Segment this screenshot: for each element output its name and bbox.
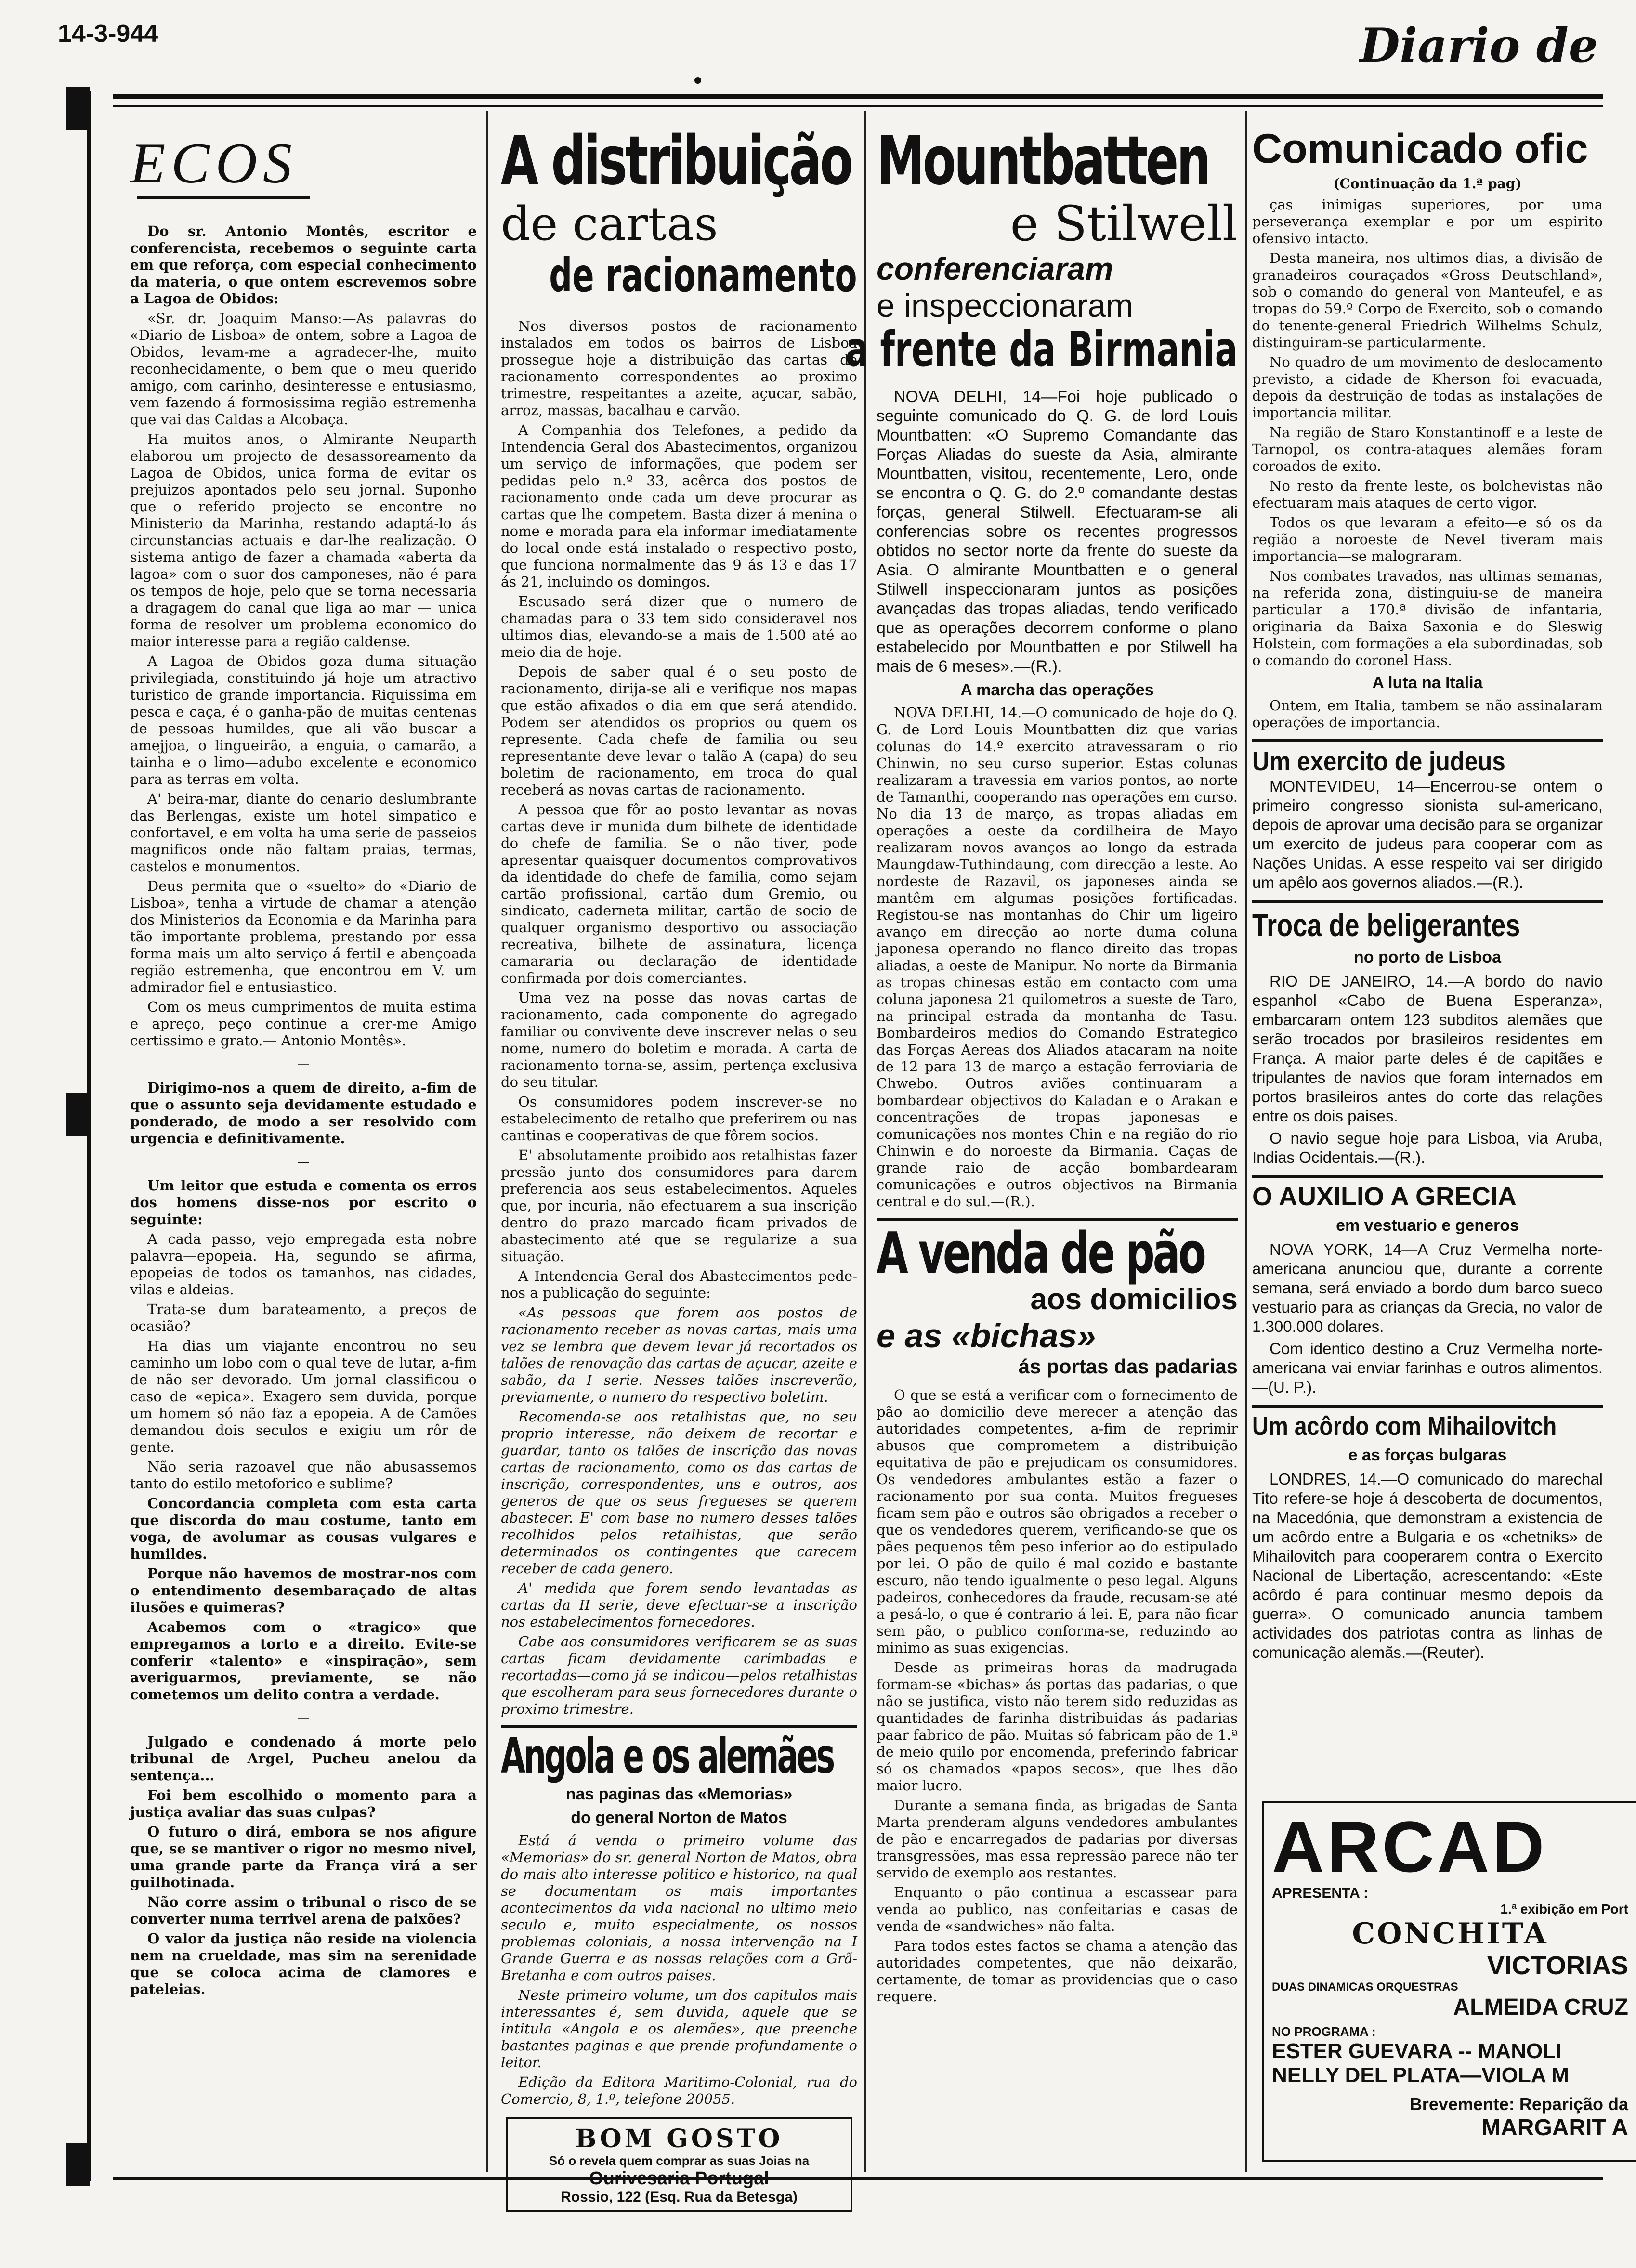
- angola-headline-wrap: [501, 1728, 857, 1784]
- italia-body: [1252, 697, 1603, 731]
- article-paragraph: A Companhia dos Telefones, a pedido da Intendencia Geral dos Abastecimentos, organizou um serviço de informações, que podem ser pedidas pelo n.º 33, acêrca dos postos de racionamento onde cada um deve procurar as cartas que lhe competem. Basta dizer á menina o nome e morada para ela informar imediatamente do local onde está instalado o respectivo posto, que funciona normalmente das 9 ás 13 e das 17 ás 21, incluindo os domingos.: [501, 422, 857, 590]
- venda-pao-headline-4: ás portas das padarias: [1018, 1355, 1238, 1378]
- acordo-subhead: e as forças bulgaras: [1348, 1446, 1507, 1464]
- article-paragraph: LONDRES, 14.—O comunicado do marechal Tito refere-se hoje á descoberta de documentos, na Macedónia, que demonstram a existencia de um acôrdo entre a Bulgaria e os «chetniks» de Mihailovitch para cooperarem contra o Exercito Nacional de Libertação, acrescentando: «Este acôrdo é para continuar mesmo depois da guerra». O comunicado anuncia tambem actividades dos patriotas contra as linhas de comunicação alemãs.—(Reuter).: [1252, 1470, 1603, 1661]
- article-paragraph: NOVA DELHI, 14.—O comunicado de hoje do Q. G. de Lord Louis Mountbatten diz que varias colunas do 14.º exercito atravessaram o rio Chinwin, no seu curso superior. Estas colunas realizaram a travessia em varios pontos, ao norte de Tamanthi, cooperando nas operações em curso. No dia 13 de março, as tropas aliadas em operações a oeste da cordilheira de Mayo realizaram novos avanços ao longo da estrada Maungdaw-Tuthindaung, com direcção a leste. Ao nordeste de Razavil, os japoneses ainda se mantêm em algumas posições fortificadas. Registou-se nas montanhas do Chir um ligeiro avanço em direcção ao norte duma coluna japonesa operando no flanco direito das tropas aliadas, a oeste de Manipur. No norte da Birmania as tropas chinesas estão em contacto com uma coluna japonesa 21 quilometros a sueste de Taro, na principal estrada da montanha de Tasu. Bombardeiros medios do Comando Estrategico das Forças Aereas dos Aliados atacaram na noite de 12 para 13 de março a estação ferroviaria de Chwebo. Outros aviões continuaram a bombardear objectivos do Kaladan e o Arakan e concentrações de tropas japonesas e comunicações nos montes Chin e na região do rio Chinwin e do noroeste da Birmania. Caças de grande raio de acção bombardearam comunicações e outros objectivos na Birmania central e do sul.—(R.).: [877, 704, 1238, 1210]
- distribuicao-headline: A distribuição: [501, 122, 851, 200]
- headline-line-3: [501, 250, 857, 303]
- article-paragraph: NOVA DELHI, 14—Foi hoje publicado o seguinte comunicado do Q. G. de lord Louis Mountbatten: «O Supremo Comandante das Forças Aliadas do sueste da Asia, almirante Mountbatten, visitou, recentemente, Lero, onde se encontra o Q. G. do 2.º comandante destas forças, general Stilwell. Efectuaram-se ali conferencias sobre os recentes progressos obtidos no sector norte da frente do sueste da Asia. O almirante Mountbatten e o general Stilwell inspeccionaram juntos as posições avançadas das tropas aliadas, tendo verificado que as operações decorrem conforme o plano estabelecido por Mountbatten e por Stilwell ha mais de 6 meses».—(R.).: [877, 388, 1238, 676]
- ecos-paragraph: A' beira-mar, diante do cenario deslumbrante das Berlengas, existe um hotel simpatico e confortavel, e em volta ha uma serie de passeios magnificos onde não faltam praias, termas, castelos e monumentos.: [130, 791, 477, 874]
- ad-line: Ourivesaria Portugal: [589, 2168, 769, 2189]
- troca-body: [1252, 972, 1603, 1167]
- bottom-rule: [113, 2177, 1603, 2180]
- notice-paragraph: Cabe aos consumidores verificarem se as suas cartas ficam devidamente carimbadas e recortadas—como já se indicou—pelos retalhistas que escolheram para seus fornecedores durante o proximo trimestre.: [501, 1633, 857, 1717]
- acordo-body: [1252, 1470, 1603, 1662]
- auxilio-body: [1252, 1240, 1603, 1397]
- arcada-presents: APRESENTA :: [1272, 1885, 1369, 1901]
- article-paragraph: No quadro de um movimento de deslocamento previsto, a cidade de Kherson foi evacuada, depois da destruição de todas as instalações de importancia militar.: [1252, 354, 1603, 421]
- separator: —: [297, 1155, 310, 1169]
- judeus-body: [1252, 777, 1603, 892]
- ecos-paragraph: Um leitor que estuda e comenta os erros dos homens disse-nos por escrito o seguinte:: [130, 1177, 477, 1227]
- arcada-premiere: 1.ª exibição em Port: [1500, 1902, 1628, 1916]
- article-paragraph: Com identico destino a Cruz Vermelha norte-americana vai enviar farinhas e outros alimentos.—(U. P.).: [1252, 1340, 1603, 1396]
- article-paragraph: Edição da Editora Maritimo-Colonial, rua do Comercio, 8, 1.º, telefone 20055.: [501, 2074, 857, 2107]
- article-paragraph: Durante a semana finda, as brigadas de Santa Marta prenderam alguns vendedores ambulantes de pão e encarregados de padarias por diversas transgressões, mas essa repressão parece não ter servido de exemplo aos restantes.: [877, 1797, 1238, 1881]
- comunicado-body: [1252, 196, 1603, 669]
- angola-subheadline: nas paginas das «Memorias»: [565, 1785, 793, 1803]
- mountbatten-headline: Mountbatten: [877, 122, 1209, 200]
- ecos-paragraph: Julgado e condenado á morte pelo tribunal de Argel, Pucheu anelou da sentença...: [130, 1734, 477, 1784]
- article-paragraph: O navio segue hoje para Lisboa, via Aruba, Indias Ocidentais.—(R.).: [1252, 1129, 1603, 1166]
- notice-paragraph: Recomenda-se aos retalhistas que, no seu proprio interesse, não deixem de recortar e guardar, tanto os talões de inscrição das novas cartas de racionamento, como os das cartas de inscrição, correspondentes, uns e outros, aos generos de que os seus fregueses se querem abastecer. E' com base no numero desses talões recolhidos pelos retalhistas, que serão determinados os contingentes que carecem receber de cada genero.: [501, 1408, 857, 1577]
- troca-subhead: no porto de Lisboa: [1354, 948, 1501, 966]
- ecos-paragraph: O futuro o dirá, embora se nos afigure que, se se mantiver o rigor no mesmo nivel, uma grande parte da França virá a ser guilhotinada.: [130, 1824, 477, 1890]
- arcada-line: ESTER GUEVARA -- MANOLI: [1272, 2039, 1562, 2063]
- article-paragraph: A Intendencia Geral dos Abastecimentos pede-nos a publicação do seguinte:: [501, 1268, 857, 1301]
- ecos-paragraph: Não corre assim o tribunal o risco de se converter numa terrivel arena de paixões?: [130, 1894, 477, 1927]
- distribuicao-headline-2: de cartas: [501, 197, 718, 251]
- article-paragraph: ças inimigas superiores, por uma perseverança exemplar e por um espirito ofensivo intacto.: [1252, 196, 1603, 247]
- article-paragraph: Desta maneira, nos ultimos dias, a divisão de granadeiros couraçados «Gross Deutschland», sob o comando do general von Manteufel, e as tropas do 59.º Corpo de Exercito, sob o comando do tenente-general Friedrich Wilhelms Schulz, distinguiram-se particularmente.: [1252, 250, 1603, 351]
- judeus-headline: Um exercito de judeus: [1252, 746, 1505, 776]
- angola-subheadline: do general Norton de Matos: [571, 1809, 787, 1827]
- continuation-note: (Continuação da 1.ª pag): [1333, 176, 1522, 192]
- article-paragraph: Nos combates travados, nas ultimas semanas, na referida zona, distinguiu-se de maneira particular a 170.ª divisão de infantaria, originaria da Baixa Saxonia e do Sleswig Holstein, com formações a ela subordinadas, sob o comando do coronel Hass.: [1252, 568, 1603, 668]
- auxilio-article: [1252, 1175, 1603, 1397]
- ecos-paragraph: Acabemos com o «tragico» que empregamos a torto e a direito. Evite-se conferir «talento» e «inspiração», sem averiguarmos, previamente, se não cometemos um delito contra a verdade.: [130, 1619, 477, 1703]
- ecos-paragraph: Trata-se dum barateamento, a preços de ocasião?: [130, 1301, 477, 1334]
- article-paragraph: Está á venda o primeiro volume das «Memorias» do sr. general Norton de Matos, obra do mais alto interesse politico e historico, na qual se documentam os mais importantes acontecimentos da vida nacional no ultimo meio seculo e, muito especialmente, os nossos problemas coloniais, a nossa intervenção na I Grande Guerra e as nossas relações com a Grã-Bretanha e com outros paises.: [501, 1832, 857, 1983]
- article-paragraph: Nos diversos postos de racionamento instalados em todos os bairros de Lisboa prossegue hoje a distribuição das cartas de racionamento correspondentes ao proximo trimestre, respeitantes a azeite, açucar, sabão, arroz, massas, bacalhau e carvão.: [501, 318, 857, 418]
- ecos-paragraph: Do sr. Antonio Montês, escritor e conferencista, recebemos o seguinte carta em que reforça, com especial conhecimento da materia, o que ontem escrevemos sobre a Lagoa de Obidos:: [130, 223, 477, 307]
- ecos-paragraph: Dirigimo-nos a quem de direito, a-fim de que o assunto seja devidamente estudado e ponderado, de modo a ser resolvido com urgencia e definitivamente.: [130, 1080, 477, 1147]
- article-paragraph: O que se está a verificar com o fornecimento de pão ao domicilio deve merecer a atenção das autoridades competentes, a-fim de reprimir abusos que comprometem a distribuição equitativa de pão e prejudicam os consumidores. Os vendedores ambulantes estão a fazer o racionamento por sua conta. Muitos fregueses ficam sem pão e outros são obrigados a receber o que os vendedores querem, verificando-se que os pães pequenos têm peso inferior ao do estipulado por lei. O pão de quilo é mal cozido e bastante escuro, não tendo igualmente o peso legal. Alguns padeiros, conhecedores da fraude, recusam-se até a pesá-lo, o que é contrario á lei. E, para não ficar sem pão, o publico conforma-se, reduzindo ao minimo as suas exigencias.: [877, 1387, 1238, 1656]
- arcada-line: NELLY DEL PLATA—VIOLA M: [1272, 2063, 1569, 2087]
- troca-headline: Troca de beligerantes: [1252, 907, 1520, 943]
- notice-paragraph: «As pessoas que forem aos postos de racionamento receber as novas cartas, mais uma vez se lembra que devem levar já recortados os talões de renovação das cartas de açucar, azeite e sabão, da I serie. Nesses talões inscreverão, previamente, o numero do respectivo boletim.: [501, 1304, 857, 1405]
- comunicado-headline: Comunicado ofic: [1252, 126, 1588, 172]
- headline-block: [877, 122, 1238, 200]
- comunicado-column: [1252, 111, 1603, 1796]
- venda-pao-headline-3: e as «bichas»: [877, 1317, 1096, 1355]
- article-paragraph: A pessoa que fôr ao posto levantar as novas cartas deve ir munida dum bilhete de identidade do chefe de familia. Se o não tiver, pode apresentar quaisquer documentos comprovativos da identidade do chefe de familia, como sejam cartão profissional, cartão dum Gremio, ou sindicato, caderneta militar, cartão de socio de qualquer organismo desportivo ou associação recreativa, bilhete de assinatura, licença camararia ou declaração de identidade confirmada por dois comerciantes.: [501, 801, 857, 986]
- notice-paragraph: A' medida que forem sendo levantadas as cartas da II serie, deve efectuar-se a inscrição nos estabelecimentos fornecedores.: [501, 1580, 857, 1630]
- ecos-paragraph: A Lagoa de Obidos goza duma situação privilegiada, constituindo já hoje um atractivo turistico de grande importancia. Riquissima em pesca e caça, é o ganha-pão de muitas centenas de pessoas humildes, que ali vão buscar a amejjoa, o lingueirão, a enguia, o camarão, a tainha e o limo—adubo excelente e economico para as terras em volta.: [130, 653, 477, 787]
- article-paragraph: No resto da frente leste, os bolchevistas não efectuaram mais ataques de certo vigor.: [1252, 478, 1603, 511]
- arcada-margarit: MARGARIT A: [1481, 2115, 1628, 2140]
- arcada-program: NO PROGRAMA :: [1272, 2024, 1376, 2039]
- top-rule: [113, 94, 1603, 99]
- judeus-article: [1252, 739, 1603, 892]
- arcada-star: CONCHITA: [1352, 1917, 1548, 1951]
- ecos-paragraph: «Sr. dr. Joaquim Manso:—As palavras do «Diario de Lisboa» de ontem, sobre a Lagoa de Obidos, levam-me a agradecer-lhe, muito reconhecidamente, o bem que o meu querido amigo, com carinho, desinteresse e entusiasmo, vem fazendo á formosissima região estremenha que vai das Caldas a Alcobaça.: [130, 310, 477, 428]
- arcada-orchestras: DUAS DINAMICAS ORQUESTRAS: [1272, 1981, 1458, 1994]
- ecos-title: ECOS: [130, 131, 298, 195]
- article-paragraph: Ontem, em Italia, tambem se não assinalaram operações de importancia.: [1252, 697, 1603, 730]
- angola-article: [501, 1725, 857, 2108]
- article-paragraph: Uma vez na posse das novas cartas de racionamento, cada componente do agregado familiar ou convivente deve inscrever nelas o seu nome, numero do boletim e morada. A carta de racionamento torna-se, assim, pertença exclusiva do seu titular.: [501, 990, 857, 1090]
- venda-pao-body: [877, 1387, 1238, 2005]
- column-rule: [1245, 111, 1247, 2172]
- angola-headline: Angola e os alemães: [501, 1728, 834, 1784]
- ecos-paragraph: Porque não havemos de mostrar-nos com o entendimento desembaraçado de altas ilusões e quimeras?: [130, 1565, 477, 1616]
- angola-body: [501, 1832, 857, 2108]
- headline-line-5: [845, 321, 1238, 378]
- arcada-almeida: ALMEIDA CRUZ: [1453, 1994, 1628, 2020]
- margin-mark-top: [66, 87, 90, 130]
- column-rule: [486, 111, 488, 2172]
- mountbatten-lead: [877, 387, 1238, 676]
- headline-block: [501, 122, 857, 200]
- article-paragraph: Os consumidores podem inscrever-se no estabelecimento de retalho que preferirem ou nas cantinas e cooperativas de que fôrem socios.: [501, 1094, 857, 1144]
- acordo-headline: Um acôrdo com Mihailovitch: [1252, 1412, 1557, 1441]
- venda-headline-wrap: [877, 1220, 1238, 1286]
- article-paragraph: MONTEVIDEU, 14—Encerrou-se ontem o primeiro congresso sionista sul-americano, depois de aprovar uma decisão para se organizar um exercito de judeus para cooperar com as Nações Unidas. A esse respeito vai ser dirigido um apêlo aos governos aliados.—(R.).: [1252, 777, 1603, 891]
- ad-line: Rossio, 122 (Esq. Rua da Betesga): [561, 2189, 798, 2205]
- separator: —: [297, 1057, 310, 1071]
- auxilio-headline: O AUXILIO A GRECIA: [1252, 1182, 1517, 1211]
- mountbatten-headline-3: conferenciaram: [877, 251, 1113, 287]
- article-paragraph: Todos os que levaram a efeito—e só os da região a noroeste de Nevel tiveram mais importancia—se malograram.: [1252, 514, 1603, 564]
- arcada-soon: Brevemente: Reparição da: [1409, 2094, 1628, 2114]
- distribuicao-column: [501, 111, 857, 2205]
- ecos-body: [130, 223, 477, 1998]
- margin-mark-bottom: [66, 2143, 90, 2186]
- acordo-article: [1252, 1405, 1603, 1662]
- column-rule: [864, 111, 866, 2172]
- ecos-paragraph: Ha muitos anos, o Almirante Neuparth elaborou um projecto de desassoreamento da Lagoa de Obidos, unica forma de evitar os prejuizos apontados pelo seu jornal. Suponho que o referido projecto se encontre no Ministerio da Marinha, restando adaptá-lo ás circunstancias actuais e dar-lhe realização. O sistema antigo de fazer a chamada «aberta da lagoa» com o suor dos camponeses, não é para os tempos de hoje, pelo que se torna necessaria a dragagem do canal que liga ao mar — unica forma de resolver um problema economico do maior interesse para a região caldense.: [130, 431, 477, 650]
- mountbatten-headline-5: a frente da Birmania: [845, 321, 1238, 378]
- page-date: 14-3-944: [58, 20, 158, 48]
- article-paragraph: Desde as primeiras horas da madrugada formam-se «bichas» ás portas das padarias, o que não se justifica, visto não terem sido reduzidas as quantidades de farinha distribuidas ás padarias paar fabrico de pão. Muitas só fabricam pão de 1.ª de meio quilo por encomenda, preferindo fabricar só os chamados «papos secos», que lhes dão maior lucro.: [877, 1659, 1238, 1794]
- ecos-paragraph: Foi bem escolhido o momento para a justiça avaliar das suas culpas?: [130, 1787, 477, 1820]
- margin-mark-middle: [66, 1093, 90, 1136]
- masthead: Diario de: [1360, 18, 1598, 73]
- article-paragraph: Escusado será dizer que o numero de chamadas para o 33 tem sido consideravel nos ultimos dias, elevando-se a mais de 1.500 até ao meio dia de hoje.: [501, 593, 857, 660]
- article-paragraph: NOVA YORK, 14—A Cruz Vermelha norte-americana anunciou que, durante a corrente semana, será enviado a bordo dum barco sueco vestuario para as crianças da Grecia, no valor de 1.300.000 dolares.: [1252, 1240, 1603, 1335]
- ecos-rule: [137, 196, 310, 199]
- article-paragraph: Para todos estes factos se chama a atenção das autoridades competentes, que não deixarão, certamente, de tomar as providencias que o caso requere.: [877, 1938, 1238, 2005]
- margin-line: [87, 91, 91, 2181]
- ecos-column: [130, 111, 477, 2172]
- venda-pao-article: [877, 1218, 1238, 2005]
- ornament-dot: [694, 77, 701, 84]
- article-paragraph: Depois de saber qual é o seu posto de racionamento, dirija-se ali e verifique nos mapas que estão afixados o dia em que será atendido. Podem ser atendidos os proprios ou quem os represente. Cada chefe de familia ou seu representante deve levar o talão A (capa) do seu boletim de racionamento, em troca do qual receberá as novas cartas de racionamento.: [501, 664, 857, 798]
- article-paragraph: E' absolutamente proibido aos retalhistas fazer pressão junto dos consumidores para darem preferencia aos seus estabelecimentos. Aqueles que, por incuria, não efectuarem a sua inscrição dentro do prazo marcado ficam privados de abastecimento até que se regularize a sua situação.: [501, 1147, 857, 1264]
- top-rule-thin: [113, 105, 1603, 107]
- mountbatten-headline-4: e inspeccionaram: [877, 287, 1133, 324]
- ad-title: BOM GOSTO: [575, 2124, 783, 2153]
- ecos-paragraph: Com os meus cumprimentos de muita estima e apreço, peço continue a crer-me Amigo certissimo e grato.— Antonio Montês».: [130, 999, 477, 1049]
- ecos-paragraph: Concordancia completa com esta carta que discorda do mau costume, tanto em voga, de avolumar as cousas vulgares e humildes.: [130, 1495, 477, 1562]
- mountbatten-column: [845, 111, 1238, 2172]
- mountbatten-headline-2: e Stilwell: [1010, 196, 1238, 252]
- article-paragraph: Na região de Staro Konstantinoff e a leste de Tarnopol, os contra-ataques alemães foram coroados de exito.: [1252, 424, 1603, 474]
- ecos-paragraph: O valor da justiça não reside na violencia nem na crueldade, mas sim na serenidade que se coloca acima de clamores e pateleias.: [130, 1930, 477, 1997]
- arcada-victorias: VICTORIAS: [1487, 1951, 1628, 1980]
- auxilio-subhead: em vestuario e generos: [1336, 1216, 1519, 1235]
- distribuicao-body: [501, 318, 857, 1718]
- ecos-paragraph: A cada passo, vejo empregada esta nobre palavra—epopeia. Ha, segundo se afirma, epopeias de todos os tamanhos, nas cidades, vilas e aldeias.: [130, 1231, 477, 1298]
- venda-pao-headline: A venda de pão: [877, 1220, 1204, 1286]
- article-paragraph: RIO DE JANEIRO, 14.—A bordo do navio espanhol «Cabo de Buena Esperanza», embarcaram ontem 123 subditos alemães que serão trocados por brasileiros residentes em França. A maior parte deles é de capitães e tripulantes de navios que foram internados em portos brasileiros antes do corte das relações entre os dois paises.: [1252, 972, 1603, 1125]
- troca-article: [1252, 900, 1603, 1167]
- ecos-paragraph: Não seria razoavel que não abusassemos tanto do estilo metoforico e sublime?: [130, 1459, 477, 1492]
- bomgosto-advert: [506, 2117, 852, 2212]
- mountbatten-body: [877, 704, 1238, 1210]
- article-paragraph: Enquanto o pão continua a escassear para venda ao publico, nas confeitarias e casas de venda de «sandwiches» não falta.: [877, 1884, 1238, 1934]
- ad-line: Só o revela quem comprar as suas Joias na: [549, 2153, 810, 2168]
- italia-subhead: A luta na Italia: [1372, 674, 1483, 692]
- ecos-paragraph: Deus permita que o «suelto» do «Diario de Lisboa», tenha a virtude de chamar a atenção dos Ministerios da Economia e da Marinha para tão importante problema, prestando por essa forma mais um alto serviço á fertil e abençoada região estremenha, que encontrou em V. um admirador fiel e entusiastico.: [130, 878, 477, 995]
- mountbatten-subhead: A marcha das operações: [960, 681, 1154, 699]
- article-paragraph: Neste primeiro volume, um dos capitulos mais interessantes é, sem duvida, aquele que se intitula «Angola e os alemães», que preenche bastantes paginas e que prende profundamente o leitor.: [501, 1987, 857, 2071]
- venda-pao-headline-2: aos domicilios: [1030, 1283, 1238, 1316]
- ecos-paragraph: Ha dias um viajante encontrou no seu caminho um lobo com o qual teve de lutar, a-fim de não ser devorado. Um jornal classificou o caso de «epica». Exagero sem duvida, porque um homem só não faz a epopeia. A de Camões demandou dois seculos e exigiu um rôr de gente.: [130, 1338, 477, 1455]
- distribuicao-headline-3: de racionamento: [549, 248, 857, 302]
- separator: —: [297, 1711, 310, 1725]
- arcada-advert: [1262, 1801, 1636, 2162]
- arcada-title: ARCAD: [1272, 1806, 1547, 1887]
